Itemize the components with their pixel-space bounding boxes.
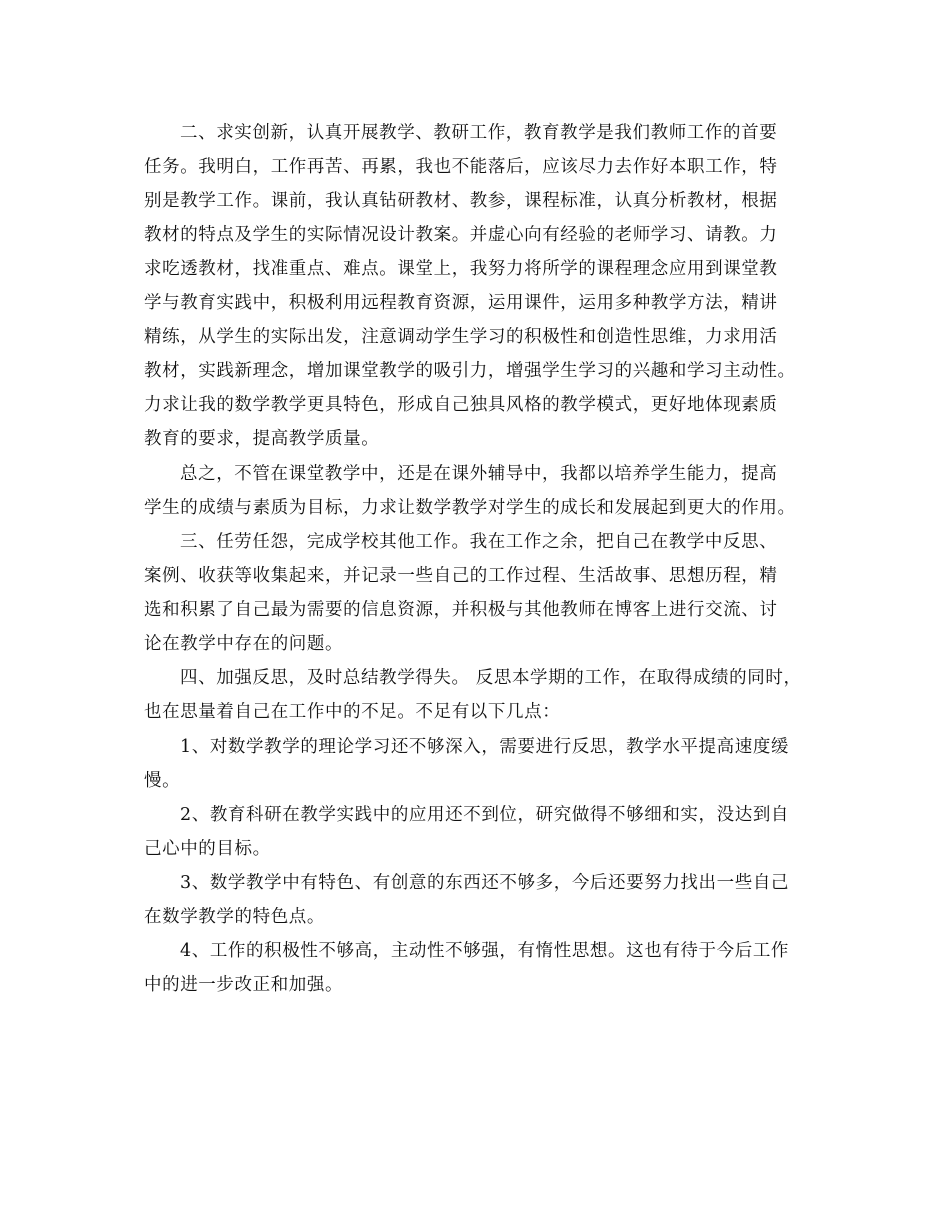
- paragraph-line: 教材，实践新理念，增加课堂教学的吸引力，增强学生学习的兴趣和学习主动性。: [144, 361, 796, 381]
- paragraph-line: 二、求实创新，认真开展教学、教研工作，教育教学是我们教师工作的首要: [180, 123, 778, 143]
- list-item-line: 4、工作的积极性不够高，主动性不够强，有惰性思想。这也有待于今后工作: [180, 941, 790, 961]
- paragraph-line: 学生的成绩与素质为目标，力求让数学教学对学生的成长和发展起到更大的作用。: [144, 498, 796, 518]
- list-item-line: 中的进一步改正和加强。: [144, 975, 344, 995]
- paragraph-line: 学与教育实践中，积极利用远程教育资源，运用课件，运用多种教学方法，精讲: [144, 293, 778, 313]
- paragraph-line: 三、任劳任怨，完成学校其他工作。我在工作之余，把自己在教学中反思、: [180, 532, 778, 552]
- list-item-line: 3、数学教学中有特色、有创意的东西还不够多，今后还要努力找出一些自己: [180, 873, 790, 893]
- paragraph-line: 教材的特点及学生的实际情况设计教案。并虚心向有经验的老师学习、请教。力: [144, 225, 778, 245]
- list-item-line: 在数学教学的特色点。: [144, 907, 325, 927]
- paragraph-line: 精练，从学生的实际出发，注意调动学生学习的积极性和创造性思维，力求用活: [144, 327, 778, 347]
- paragraph-line: 选和积累了自己最为需要的信息资源，并积极与其他教师在博客上进行交流、讨: [144, 600, 778, 620]
- paragraph-line: 案例、收获等收集起来，并记录一些自己的工作过程、生活故事、思想历程，精: [144, 566, 778, 586]
- paragraph-line: 力求让我的数学教学更具特色，形成自己独具风格的教学模式，更好地体现素质: [144, 395, 778, 415]
- paragraph-line: 也在思量着自己在工作中的不足。不足有以下几点：: [144, 702, 561, 722]
- paragraph-line: 教育的要求，提高教学质量。: [144, 429, 380, 449]
- list-item-line: 1、对数学教学的理论学习还不够深入，需要进行反思，教学水平提高速度缓: [180, 737, 790, 757]
- paragraph-line: 论在教学中存在的问题。: [144, 634, 344, 654]
- paragraph-line: 四、加强反思，及时总结教学得失。 反思本学期的工作，在取得成绩的同时，: [180, 668, 802, 688]
- paragraph-line: 求吃透教材，找准重点、难点。课堂上，我努力将所学的课程理念应用到课堂教: [144, 259, 778, 279]
- list-item-line: 2、教育科研在教学实践中的应用还不到位，研究做得不够细和实，没达到自: [180, 805, 790, 825]
- paragraph-line: 任务。我明白，工作再苦、再累，我也不能落后，应该尽力去作好本职工作，特: [144, 157, 778, 177]
- list-item-line: 己心中的目标。: [144, 839, 271, 859]
- paragraph-line: 别是教学工作。课前，我认真钻研教材、教参，课程标准，认真分析教材，根据: [144, 191, 778, 211]
- paragraph-line: 总之，不管在课堂教学中，还是在课外辅导中，我都以培养学生能力，提高: [180, 464, 778, 484]
- list-item-line: 慢。: [144, 771, 181, 791]
